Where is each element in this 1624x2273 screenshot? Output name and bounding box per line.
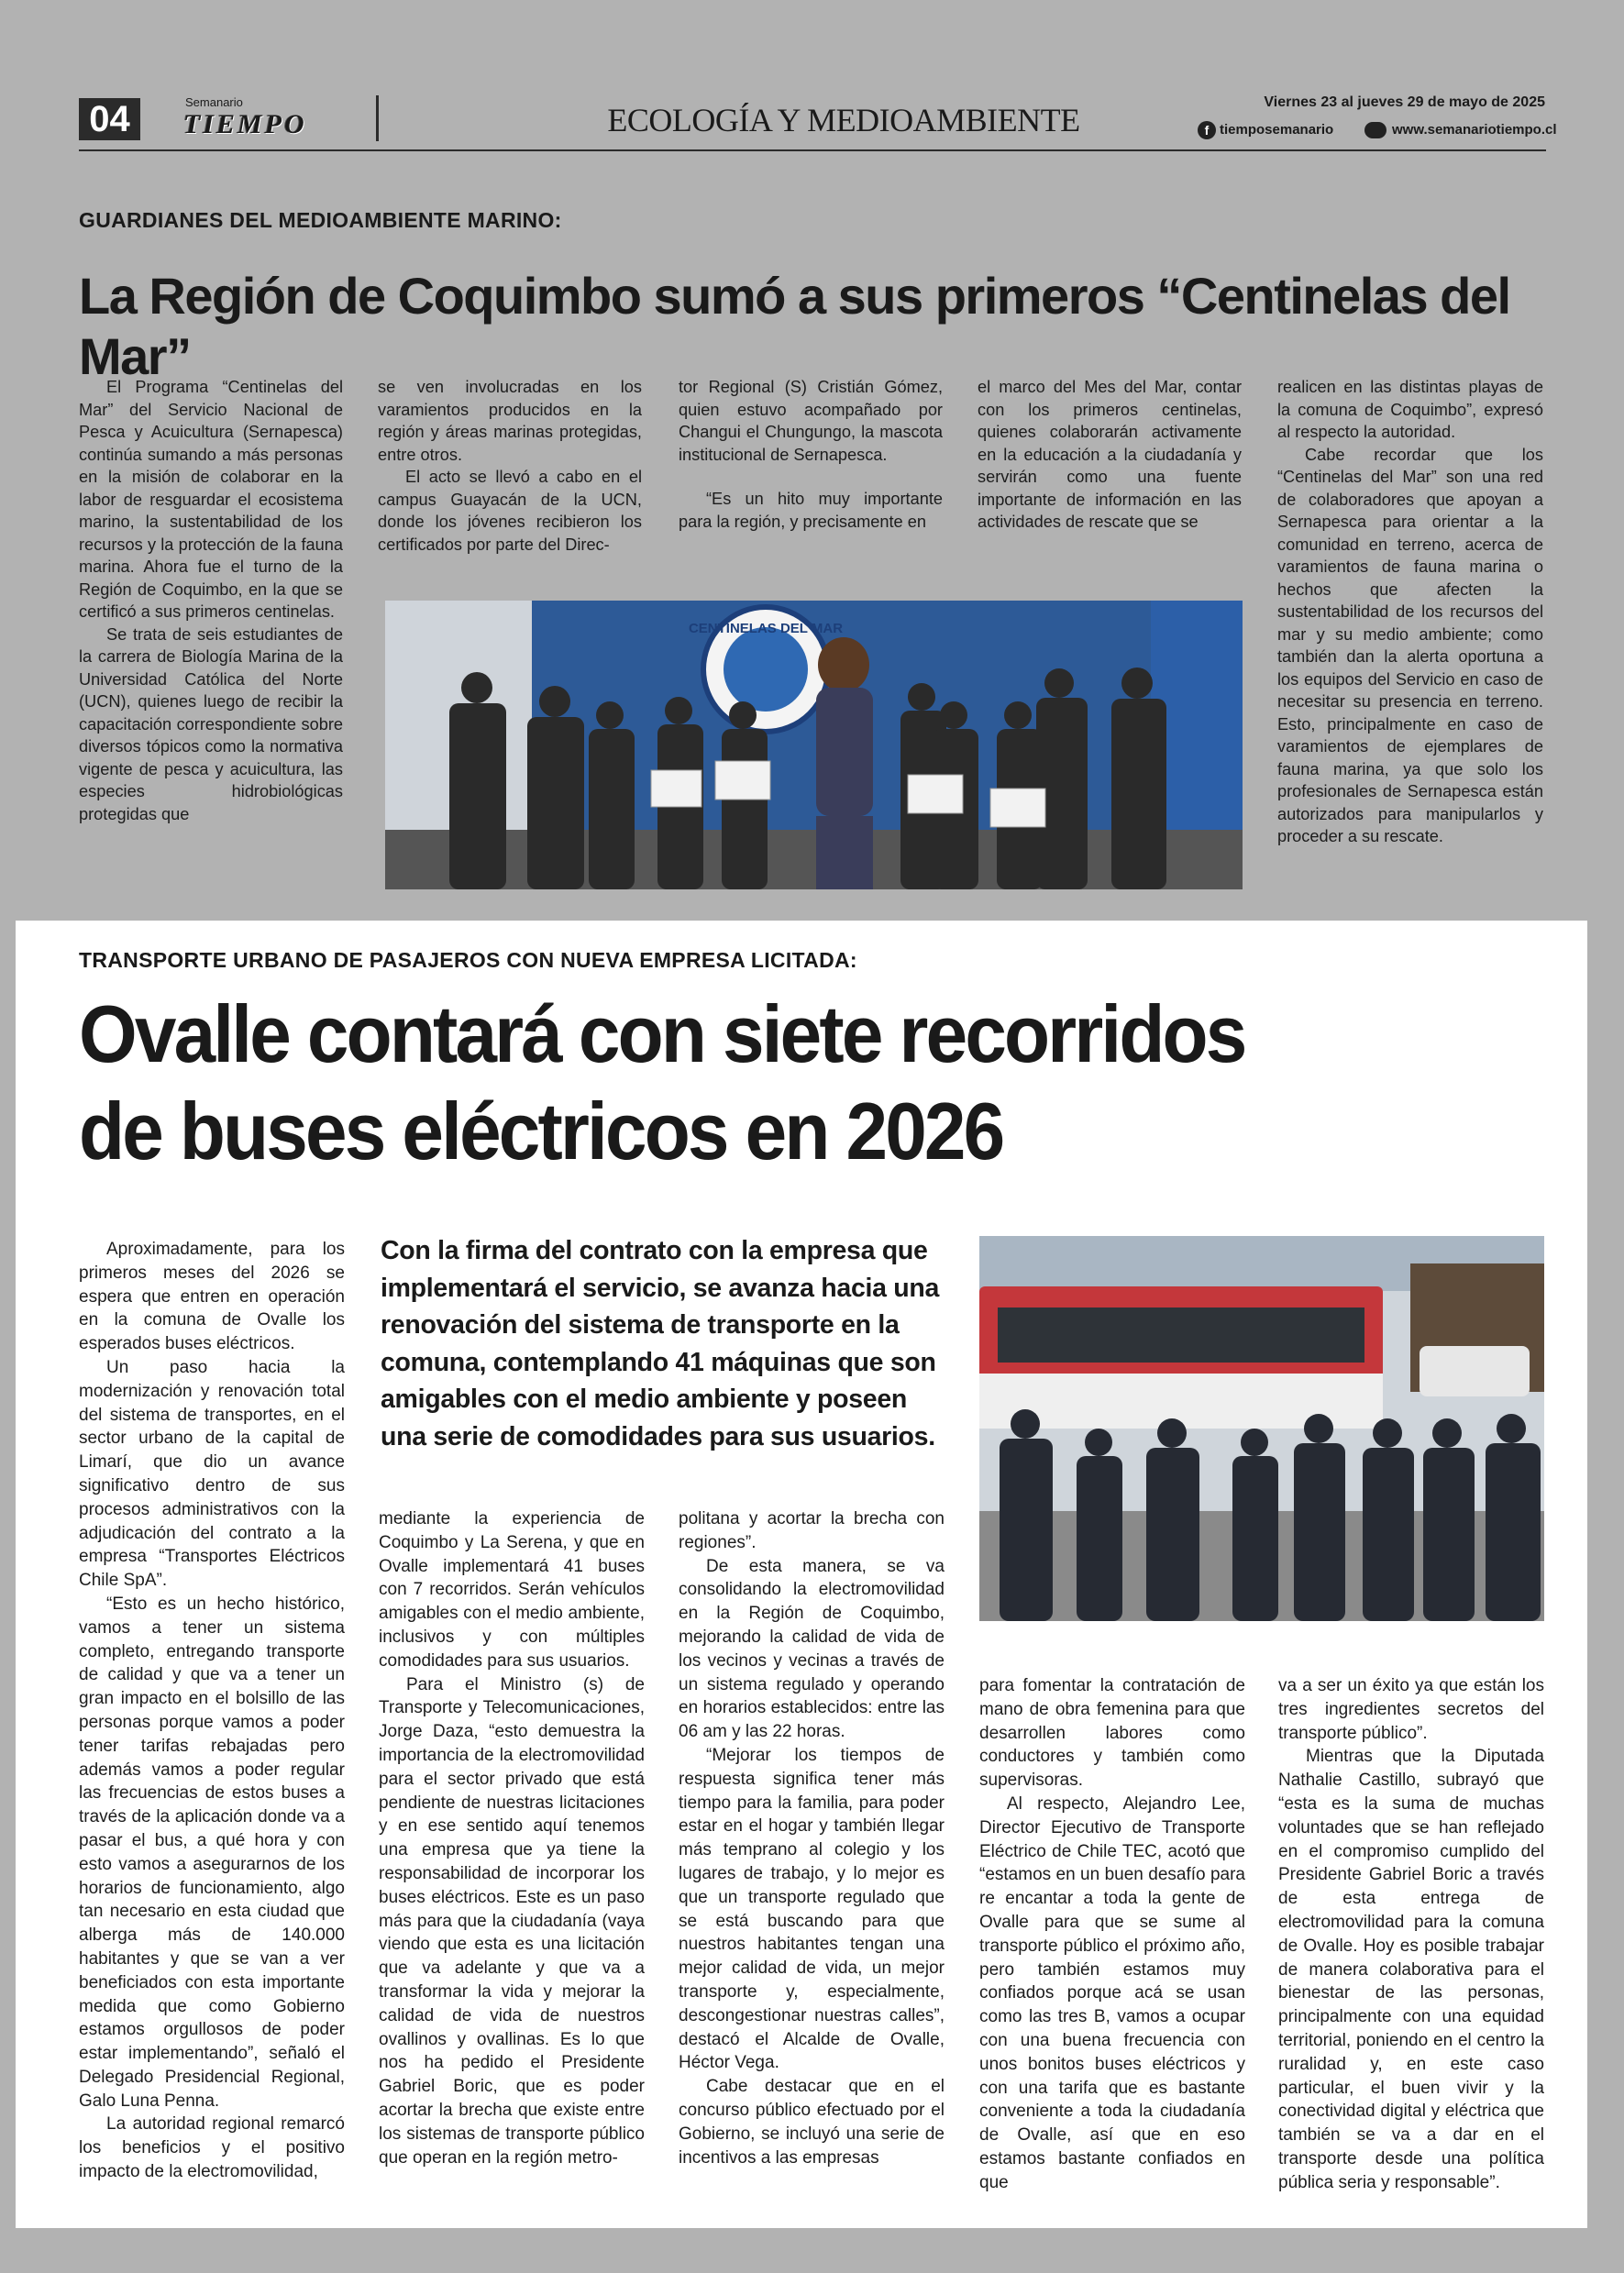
header-rule [79, 149, 1546, 151]
paragraph: El acto se llevó a cabo en el campus Guayacán de la UCN, donde los jóvenes recibieron los certificados por parte del Direc- [378, 468, 642, 554]
paragraph: “Es un hito muy importante para la región, y precisamente en [679, 490, 943, 531]
paragraph: “Mejorar los tiempos de respuesta significa tener más tiempo para la familia, para poder estar en el hogar y también llegar más temprano al colegio y los lugares de trabajo, y lo mejor es que un transporte regulado que se está buscando para que nuestros habitantes tengan una mejor calidad de vida, un mejor transporte y, especialmente, descongestionar nuestras calles”, destacó el Alcalde de Ovalle, Héctor Vega. [679, 1745, 945, 2073]
paragraph: La autoridad regional remarcó los beneficios y el positivo impacto de la electromovilidad, [79, 2114, 345, 2182]
paragraph: Aproximadamente, para los primeros meses del 2026 se espera que entren en operación en la comuna de Ovalle los esperados buses eléctricos. [79, 1240, 345, 1354]
article1-kicker: GUARDIANES DEL MEDIOAMBIENTE MARINO: [79, 208, 562, 232]
headline-line-1: Ovalle contará con siete recorridos [79, 988, 1245, 1079]
paragraph: Cabe destacar que en el concurso público efectuado por el Gobierno, se incluyó una serie de incentivos a las empresas [679, 2077, 945, 2168]
headline-line-2: de buses eléctricos en 2026 [79, 1086, 1003, 1176]
facebook-handle [1198, 121, 1333, 139]
article2-deck: Con la firma del contrato con la empresa que implementará el servicio, se avanza hacia una renovación del sistema de transporte en la comuna, contemplando 41 máquinas que son amigables con el medio ambiente y poseen una serie de comodidades para sus usuarios. [381, 1236, 940, 1451]
article1-column-5 [1277, 376, 1543, 848]
article2-column-1 [79, 1238, 345, 2184]
page-number: 04 [79, 98, 140, 140]
paragraph: mediante la experiencia de Coquimbo y La Serena, y que en Ovalle implementará 41 buses con 7 recorridos. Serán vehículos amigables con el medio ambiente, inclusivos y con múltiples comodidades para sus usuarios. [379, 1509, 645, 1671]
paragraph: para fomentar la contratación de mano de obra femenina para que desarrollen labores como conductores y también como supervisoras. [979, 1676, 1245, 1791]
article2-headline [79, 986, 1358, 1180]
centinelas-photo-illustration [385, 601, 1243, 889]
paragraph: Cabe recordar que los “Centinelas del Mar” son una red de colaboradores que apoyan a Sernapesca para orientar a la comunidad en terreno, acerca de varamientos de fauna marina o hechos que afecten la sustentabilidad de los recursos del mar y su medio ambiente; como también dan la alerta oportuna a los equipos del Servicio en caso de necesitar su presencia en terreno. Esto, principalmente en caso de varamientos de ejemplares de fauna marina, ya que solo los profesionales de Sernapesca están autorizados para manipularlos y proceder a su rescate. [1277, 445, 1543, 845]
brand-kicker: Semanario [185, 95, 243, 109]
paragraph: De esta manera, se va consolidando la electromovilidad en la Región de Coquimbo, mejorando la calidad de vida de los vecinos y vecinas a través de un sistema regulado y operando en horarios establecidos: entre las 06 am y las 22 horas. [679, 1556, 945, 1742]
facebook-icon: f [1198, 121, 1216, 139]
article2-column-3 [679, 1507, 945, 2169]
paragraph: Un paso hacia la modernización y renovación total del sistema de transportes, en el sector urbano de la capital de Limarí, que dio un avance significativo dentro de sus procesos administrativos con la adjudicación del contrato a la empresa “Transportes Eléctricos Chile SpA”. [79, 1357, 345, 1591]
website-label: www.semanariotiempo.cl [1392, 122, 1557, 138]
article2-column-2 [379, 1507, 645, 2169]
article2-column-4 [979, 1674, 1245, 2195]
paragraph: Mientras que la Diputada Nathalie Castillo, subrayó que “esta es la suma de muchas voluntades que se han reflejado en el compromiso cumplido del Presidente Gabriel Boric a través de esta entrega de electromovilidad para la comuna de Ovalle. Hoy es posible trabajar de manera colaborativa para el bienestar de las personas, principalmente con una equidad territorial, poniendo en el centro la ruralidad y, en este caso particular, el buen vivir y la conectividad digital y eléctrica que también se va a dar en el transporte desde una política pública seria y responsable”. [1278, 1747, 1544, 2192]
article1-column-2 [378, 376, 642, 556]
header-divider [376, 95, 379, 141]
paragraph: Para el Ministro (s) de Transporte y Telecomunicaciones, Jorge Daza, “esto demuestra la importancia de la electromovilidad para el sector privado que está pendiente de nuestras licitaciones y en ese sentido aquí tenemos una empresa que ya tiene la responsabilidad de incorporar los buses eléctricos. Este es un paso más para que la ciudadanía (vaya viendo que esta es una licitación que va adelante y que va a transformar la vida y mejorar la calidad de vida de nuestros ovallinos y ovallinas. Es lo que nos ha pedido el Presidente Gabriel Boric, que es poder acortar la brecha que existe entre los sistemas de transporte público que operan en la región metro- [379, 1674, 645, 2168]
article1-column-1 [79, 376, 343, 825]
facebook-label: tiemposemanario [1220, 122, 1334, 138]
article1-column-3 [679, 376, 943, 533]
newspaper-logo: TIEMPO [183, 109, 307, 139]
web-icon [1364, 122, 1386, 138]
article2-kicker: TRANSPORTE URBANO DE PASAJEROS CON NUEVA EMPRESA LICITADA: [79, 948, 857, 972]
paragraph: realicen en las distintas playas de la comuna de Coquimbo”, expresó al respecto la autoridad. [1277, 378, 1543, 441]
centinelas-group-photo [385, 601, 1243, 889]
paragraph: va a ser un éxito ya que están los tres ingredientes secretos del transporte público”. [1278, 1676, 1544, 1743]
paragraph: politana y acortar la brecha con regiones”. [679, 1509, 945, 1552]
paragraph: “Esto es un hecho histórico, vamos a tener un sistema completo, entregando transporte de calidad y que va a tener un gran impacto en el bolsillo de las personas porque vamos a poder tener tarifas rebajadas pero además vamos a poder regular las frecuencias de estos buses a través de la aplicación donde va a pasar el bus, a qué hora y con esto vamos a asegurarnos de los horarios de funcionamiento, algo tan necesario en esta ciudad que alberga más de 140.000 habitantes y que se van a ver beneficiados con esta importante medida que como Gobierno estamos orgullosos de poder estar implementando”, señaló el Delegado Presidencial Regional, Galo Luna Penna. [79, 1594, 345, 2111]
badge-text: CENTINELAS DEL MAR [688, 621, 844, 636]
paragraph: tor Regional (S) Cristián Gómez, quien estuvo acompañado por Changui el Chungungo, la mascota institucional de Sernapesca. [679, 378, 943, 464]
paragraph: Se trata de seis estudiantes de la carrera de Biología Marina de la Universidad Católica del Norte (UCN), quienes luego de recibir la capacitación correspondiente sobre diversos tópicos como la normativa vigente de pesca y acuicultura, las especies hidrobiológicas protegidas que [79, 624, 343, 823]
paragraph: El Programa “Centinelas del Mar” del Servicio Nacional de Pesca y Acuicultura (Sernapesca) continúa sumando a más personas en la misión de colaborar en la labor de resguardar el ecosistema marino, la sustentabilidad de los recursos y la protección de la fauna marina. Ahora fue el turno de la Región de Coquimbo, en la que se certificó a sus primeros centinelas. [79, 378, 343, 621]
paragraph: el marco del Mes del Mar, contar con los primeros centinelas, quienes colaborarán activamente en la educación a la ciudadanía y servirán como una fuente importante de información en las actividades de rescate que se [978, 378, 1242, 531]
section-title: ECOLOGÍA Y MEDIOAMBIENTE [607, 102, 1080, 138]
website-link[interactable] [1364, 121, 1557, 139]
paragraph: Al respecto, Alejandro Lee, Director Ejecutivo de Transporte Eléctrico de Chile TEC, acotó que “estamos en un buen desafío para re encantar a toda la gente de Ovalle para que se sume al transporte público el próximo año, pero también estamos muy confiados porque acá se usan como las tres B, vamos a ocupar con una buena frecuencia con unos bonitos buses eléctricos y con una tarifa que es bastante conveniente a toda la ciudadanía de Ovalle, así que en eso estamos bastante confiados en que [979, 1793, 1245, 2192]
article1-column-4 [978, 376, 1242, 534]
bus-photo-illustration [979, 1236, 1544, 1621]
paragraph: se ven involucradas en los varamientos producidos en la región y áreas marinas protegidas, entre otros. [378, 378, 642, 464]
article2-column-5 [1278, 1674, 1544, 2195]
electric-bus-photo [979, 1236, 1544, 1621]
issue-date: Viernes 23 al jueves 29 de mayo de 2025 [1264, 94, 1545, 110]
article1-headline: La Región de Coquimbo sumó a sus primeros “Centinelas del Mar” [79, 267, 1510, 385]
